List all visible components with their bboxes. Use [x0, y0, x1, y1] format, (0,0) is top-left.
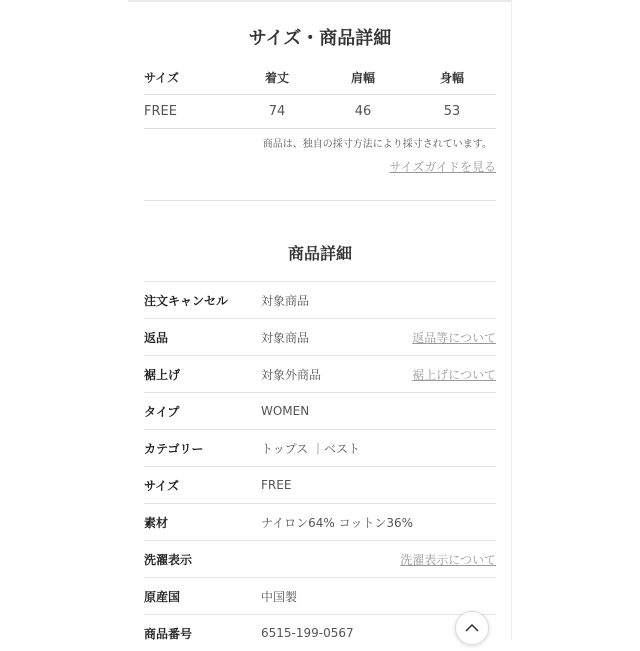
- detail-label: 返品: [144, 330, 169, 345]
- size-value-size: FREE: [144, 104, 177, 119]
- detail-label: 注文キャンセル: [144, 293, 229, 308]
- size-header-width: 身幅: [439, 70, 464, 85]
- detail-label: 素材: [144, 515, 169, 530]
- detail-row-material: [144, 503, 496, 540]
- detail-value: トップス ｜ベスト: [261, 441, 360, 456]
- size-header-size: サイズ: [144, 70, 180, 85]
- detail-row-care: [144, 540, 496, 577]
- hemming-info-link[interactable]: 裾上げについて: [412, 367, 496, 382]
- size-table-row: [144, 95, 496, 129]
- detail-table: [144, 281, 496, 651]
- top-divider: [128, 0, 512, 2]
- detail-value: FREE: [261, 478, 292, 492]
- detail-label: サイズ: [144, 478, 180, 493]
- detail-value: ナイロン64% コットン36%: [261, 515, 414, 530]
- detail-row-return: [144, 318, 496, 355]
- detail-row-hemming: [144, 355, 496, 392]
- detail-row-product-number: [144, 614, 496, 651]
- detail-label: カテゴリー: [144, 441, 204, 456]
- detail-label: タイプ: [144, 404, 180, 419]
- size-value-shoulder: 46: [354, 104, 372, 119]
- detail-value: 対象商品: [261, 293, 310, 308]
- size-header-length: 着丈: [264, 70, 289, 85]
- detail-value: 対象外商品: [261, 367, 322, 382]
- size-header-shoulder: 肩幅: [350, 70, 375, 85]
- detail-value: WOMEN: [261, 404, 310, 418]
- size-table: [144, 60, 496, 129]
- size-value-width: 53: [443, 104, 461, 119]
- measurement-note: 商品は、独自の採寸方法により採寸されています。: [262, 139, 492, 150]
- section-divider: [144, 200, 496, 201]
- size-table-header: [144, 60, 496, 95]
- detail-row-size: [144, 466, 496, 503]
- detail-label: 裾上げ: [144, 367, 181, 382]
- detail-row-category: [144, 429, 496, 466]
- size-value-length: 74: [268, 104, 286, 119]
- detail-section-title: 商品詳細: [287, 244, 352, 263]
- size-section-title: サイズ・商品詳細: [248, 28, 392, 49]
- detail-label: 洗濯表示: [144, 552, 193, 567]
- detail-label: 原産国: [144, 589, 181, 604]
- detail-label: 商品番号: [144, 626, 193, 641]
- chevron-up-icon: [465, 624, 479, 632]
- right-divider: [511, 0, 512, 640]
- size-guide-link[interactable]: サイズガイドを見る: [389, 160, 496, 174]
- detail-value: 6515-199-0567: [261, 626, 354, 640]
- detail-row-type: [144, 392, 496, 429]
- detail-row-origin: [144, 577, 496, 614]
- detail-row-cancel: [144, 281, 496, 318]
- detail-value: 対象商品: [261, 330, 310, 345]
- return-policy-link[interactable]: 返品等について: [412, 330, 496, 345]
- detail-value: 中国製: [261, 589, 298, 604]
- care-label-link[interactable]: 洗濯表示について: [400, 552, 496, 567]
